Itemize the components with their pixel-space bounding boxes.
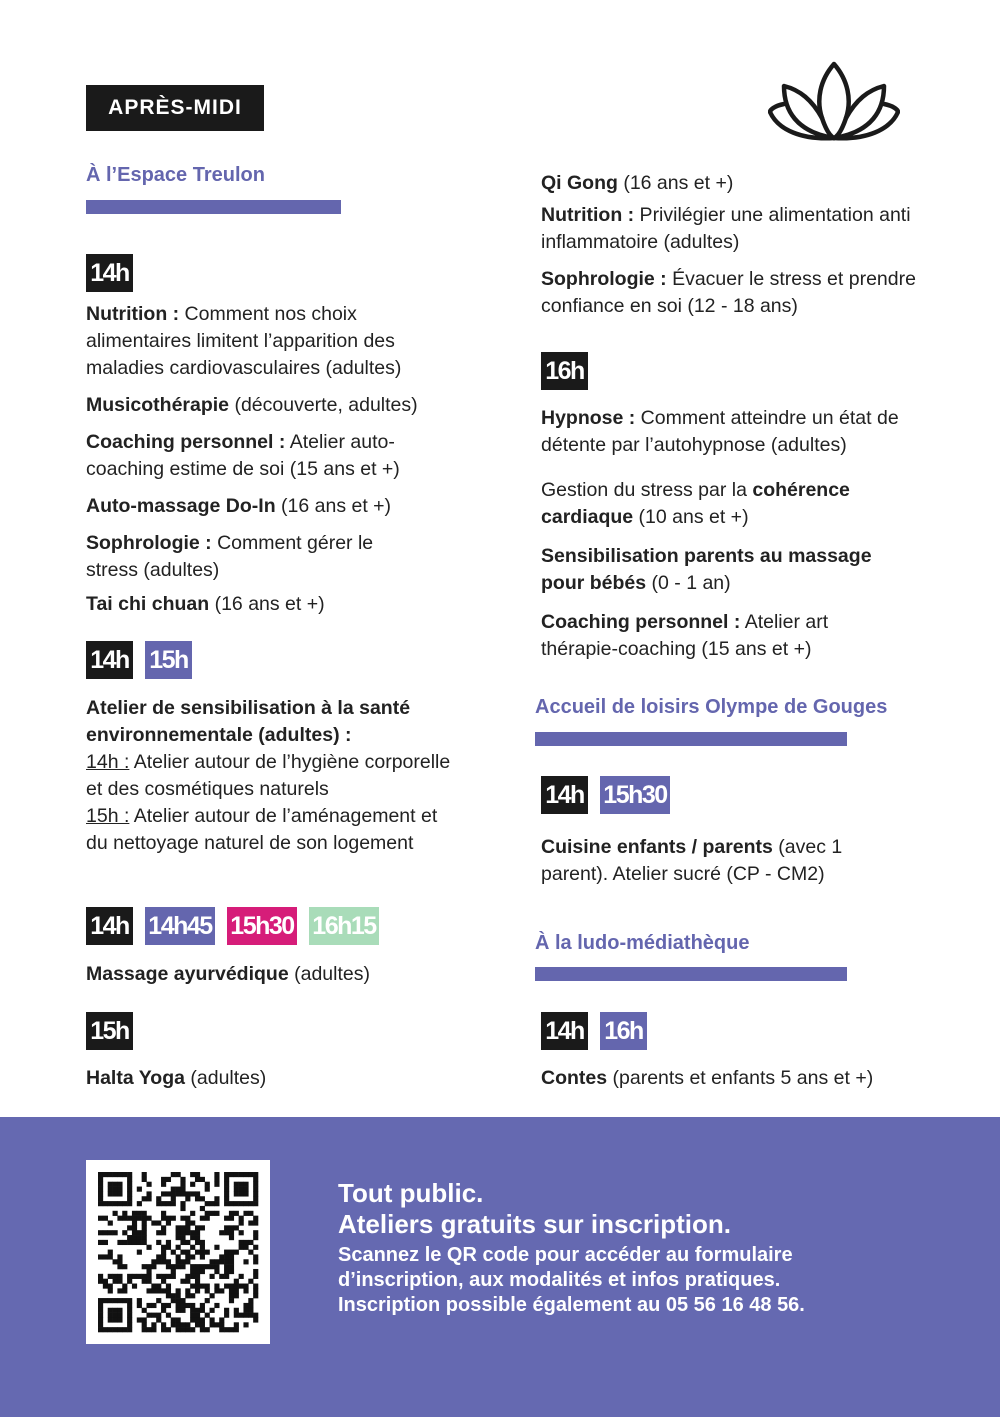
atelier-sante-environnementale bbox=[86, 695, 471, 857]
activity-detail: (adultes) bbox=[184, 1067, 267, 1089]
time-badge: 14h bbox=[541, 1012, 588, 1050]
list-item bbox=[541, 170, 931, 197]
time-label: 14h : bbox=[86, 751, 130, 773]
activity-name: Sophrologie : bbox=[86, 532, 212, 554]
activity-detail: (16 ans et +) bbox=[617, 172, 734, 194]
time-badge: 16h bbox=[541, 352, 588, 390]
list-item bbox=[541, 609, 871, 663]
activity-name: Massage ayurvédique bbox=[86, 963, 289, 985]
time-badge: 16h15 bbox=[309, 907, 379, 945]
list-item bbox=[541, 405, 931, 459]
activity-name: Coaching personnel : bbox=[541, 611, 741, 633]
activity-name: Tai chi chuan bbox=[86, 593, 210, 615]
time-label: 15h : bbox=[86, 805, 130, 827]
time-badge: 15h30 bbox=[600, 776, 670, 814]
activity-detail: (16 ans et +) bbox=[275, 495, 392, 517]
list-item bbox=[541, 543, 901, 597]
activity-name: Auto-massage Do-In bbox=[86, 495, 276, 517]
list-item bbox=[541, 477, 901, 531]
activity-detail: Atelier autour de l’aménagement et du nettoyage naturel de son logement bbox=[86, 805, 438, 854]
time-badge: 16h bbox=[600, 1012, 647, 1050]
list-item bbox=[86, 392, 466, 419]
activity-name: Nutrition : bbox=[541, 204, 635, 226]
list-item bbox=[86, 493, 466, 520]
section-bar bbox=[535, 732, 847, 746]
activity-name: Sophrologie : bbox=[541, 268, 667, 290]
section-title-olympe-de-gouges: Accueil de loisirs Olympe de Gouges bbox=[535, 696, 888, 718]
time-badge: 15h bbox=[86, 1012, 133, 1050]
time-badges bbox=[541, 352, 588, 390]
activity-detail: (parents et enfants 5 ans et +) bbox=[607, 1067, 874, 1089]
time-badges bbox=[86, 1012, 133, 1050]
time-badge: 14h bbox=[86, 254, 133, 292]
qr-code-icon[interactable] bbox=[86, 1160, 270, 1344]
activity-detail: (0 - 1 an) bbox=[646, 572, 731, 594]
time-badge: 15h30 bbox=[227, 907, 297, 945]
lotus-icon bbox=[768, 60, 900, 152]
activity-list bbox=[541, 170, 931, 320]
activity-detail: Comment nos choix alimentaires limitent l’apparition des maladies cardiovasculaires (adultes) bbox=[86, 303, 402, 379]
activity-name: Contes bbox=[541, 1067, 608, 1089]
activity-name: Nutrition : bbox=[86, 303, 180, 325]
section-title-ludo-mediatheque: À la ludo-médiathèque bbox=[535, 932, 750, 954]
activity-detail: (avec 1 parent). Atelier sucré (CP - CM2) bbox=[541, 836, 843, 885]
list-item bbox=[541, 266, 916, 320]
activity-detail: (découverte, adultes) bbox=[229, 394, 418, 416]
activity-detail: Atelier autour de l’hygiène corporelle et des cosmétiques naturels bbox=[86, 751, 451, 800]
footer-subheadline: Ateliers gratuits sur inscription. bbox=[338, 1209, 731, 1239]
time-badges bbox=[86, 641, 192, 679]
list-item bbox=[86, 803, 461, 857]
activity-name: Cuisine enfants / parents bbox=[541, 836, 773, 858]
list-item bbox=[541, 202, 931, 256]
activity-name: Hypnose : bbox=[541, 407, 636, 429]
activity-detail: Atelier art thérapie-coaching (15 ans et +) bbox=[541, 611, 829, 660]
time-badge: 14h bbox=[86, 907, 133, 945]
footer-headline: Tout public. bbox=[338, 1178, 484, 1208]
section-bar bbox=[535, 967, 847, 981]
activity-list bbox=[86, 301, 466, 618]
activity-name: Coaching personnel : bbox=[86, 431, 286, 453]
activity-detail: Comment atteindre un état de détente par l’autohypnose (adultes) bbox=[541, 407, 899, 456]
section-bar bbox=[86, 200, 341, 214]
time-badges bbox=[86, 254, 133, 292]
list-item bbox=[541, 1065, 873, 1092]
activity-detail: Atelier auto-coaching estime de soi (15 ans et +) bbox=[86, 431, 400, 480]
activity-list bbox=[541, 405, 931, 663]
activity-detail: (16 ans et +) bbox=[209, 593, 325, 615]
list-item bbox=[541, 834, 881, 888]
section-title-espace-treulon: À l’Espace Treulon bbox=[86, 164, 265, 186]
list-item bbox=[86, 961, 370, 988]
activity-detail: Comment gérer le stress (adultes) bbox=[86, 532, 374, 581]
activity-detail: (adultes) bbox=[288, 963, 370, 985]
list-item bbox=[86, 1065, 266, 1092]
footer-description: Scannez le QR code pour accéder au formulaire d’inscription, aux modalités et infos pratiques. Inscription possible également au 05 56 16 48 56. bbox=[338, 1244, 805, 1316]
time-badge: 14h bbox=[541, 776, 588, 814]
time-badge: 14h45 bbox=[145, 907, 215, 945]
activity-name: Musicothérapie bbox=[86, 394, 230, 416]
page-title: APRÈS-MIDI bbox=[86, 85, 264, 131]
activity-name: Atelier de sensibilisation à la santé environnementale (adultes) : bbox=[86, 697, 411, 746]
activity-detail: Privilégier une alimentation anti inflammatoire (adultes) bbox=[541, 204, 911, 253]
activity-name: Halta Yoga bbox=[86, 1067, 185, 1089]
activity-detail: Gestion du stress par la bbox=[541, 479, 753, 501]
list-item bbox=[86, 749, 471, 803]
list-item bbox=[86, 301, 466, 382]
activity-detail: (10 ans et +) bbox=[633, 506, 749, 528]
time-badges bbox=[86, 907, 379, 945]
footer-text bbox=[338, 1178, 898, 1318]
activity-name: cohérence cardiaque bbox=[541, 479, 850, 528]
activity-name: Qi Gong bbox=[541, 172, 618, 194]
list-item bbox=[86, 429, 431, 483]
activity-detail: Évacuer le stress et prendre confiance en soi (12 - 18 ans) bbox=[541, 268, 916, 317]
list-item bbox=[86, 591, 466, 618]
qr-code-graphic bbox=[86, 1160, 270, 1344]
activity-name: Sensibilisation parents au massage pour bébés bbox=[541, 545, 872, 594]
time-badge: 15h bbox=[145, 641, 192, 679]
list-item bbox=[86, 530, 396, 584]
time-badges bbox=[541, 1012, 647, 1050]
time-badges bbox=[541, 776, 670, 814]
time-badge: 14h bbox=[86, 641, 133, 679]
